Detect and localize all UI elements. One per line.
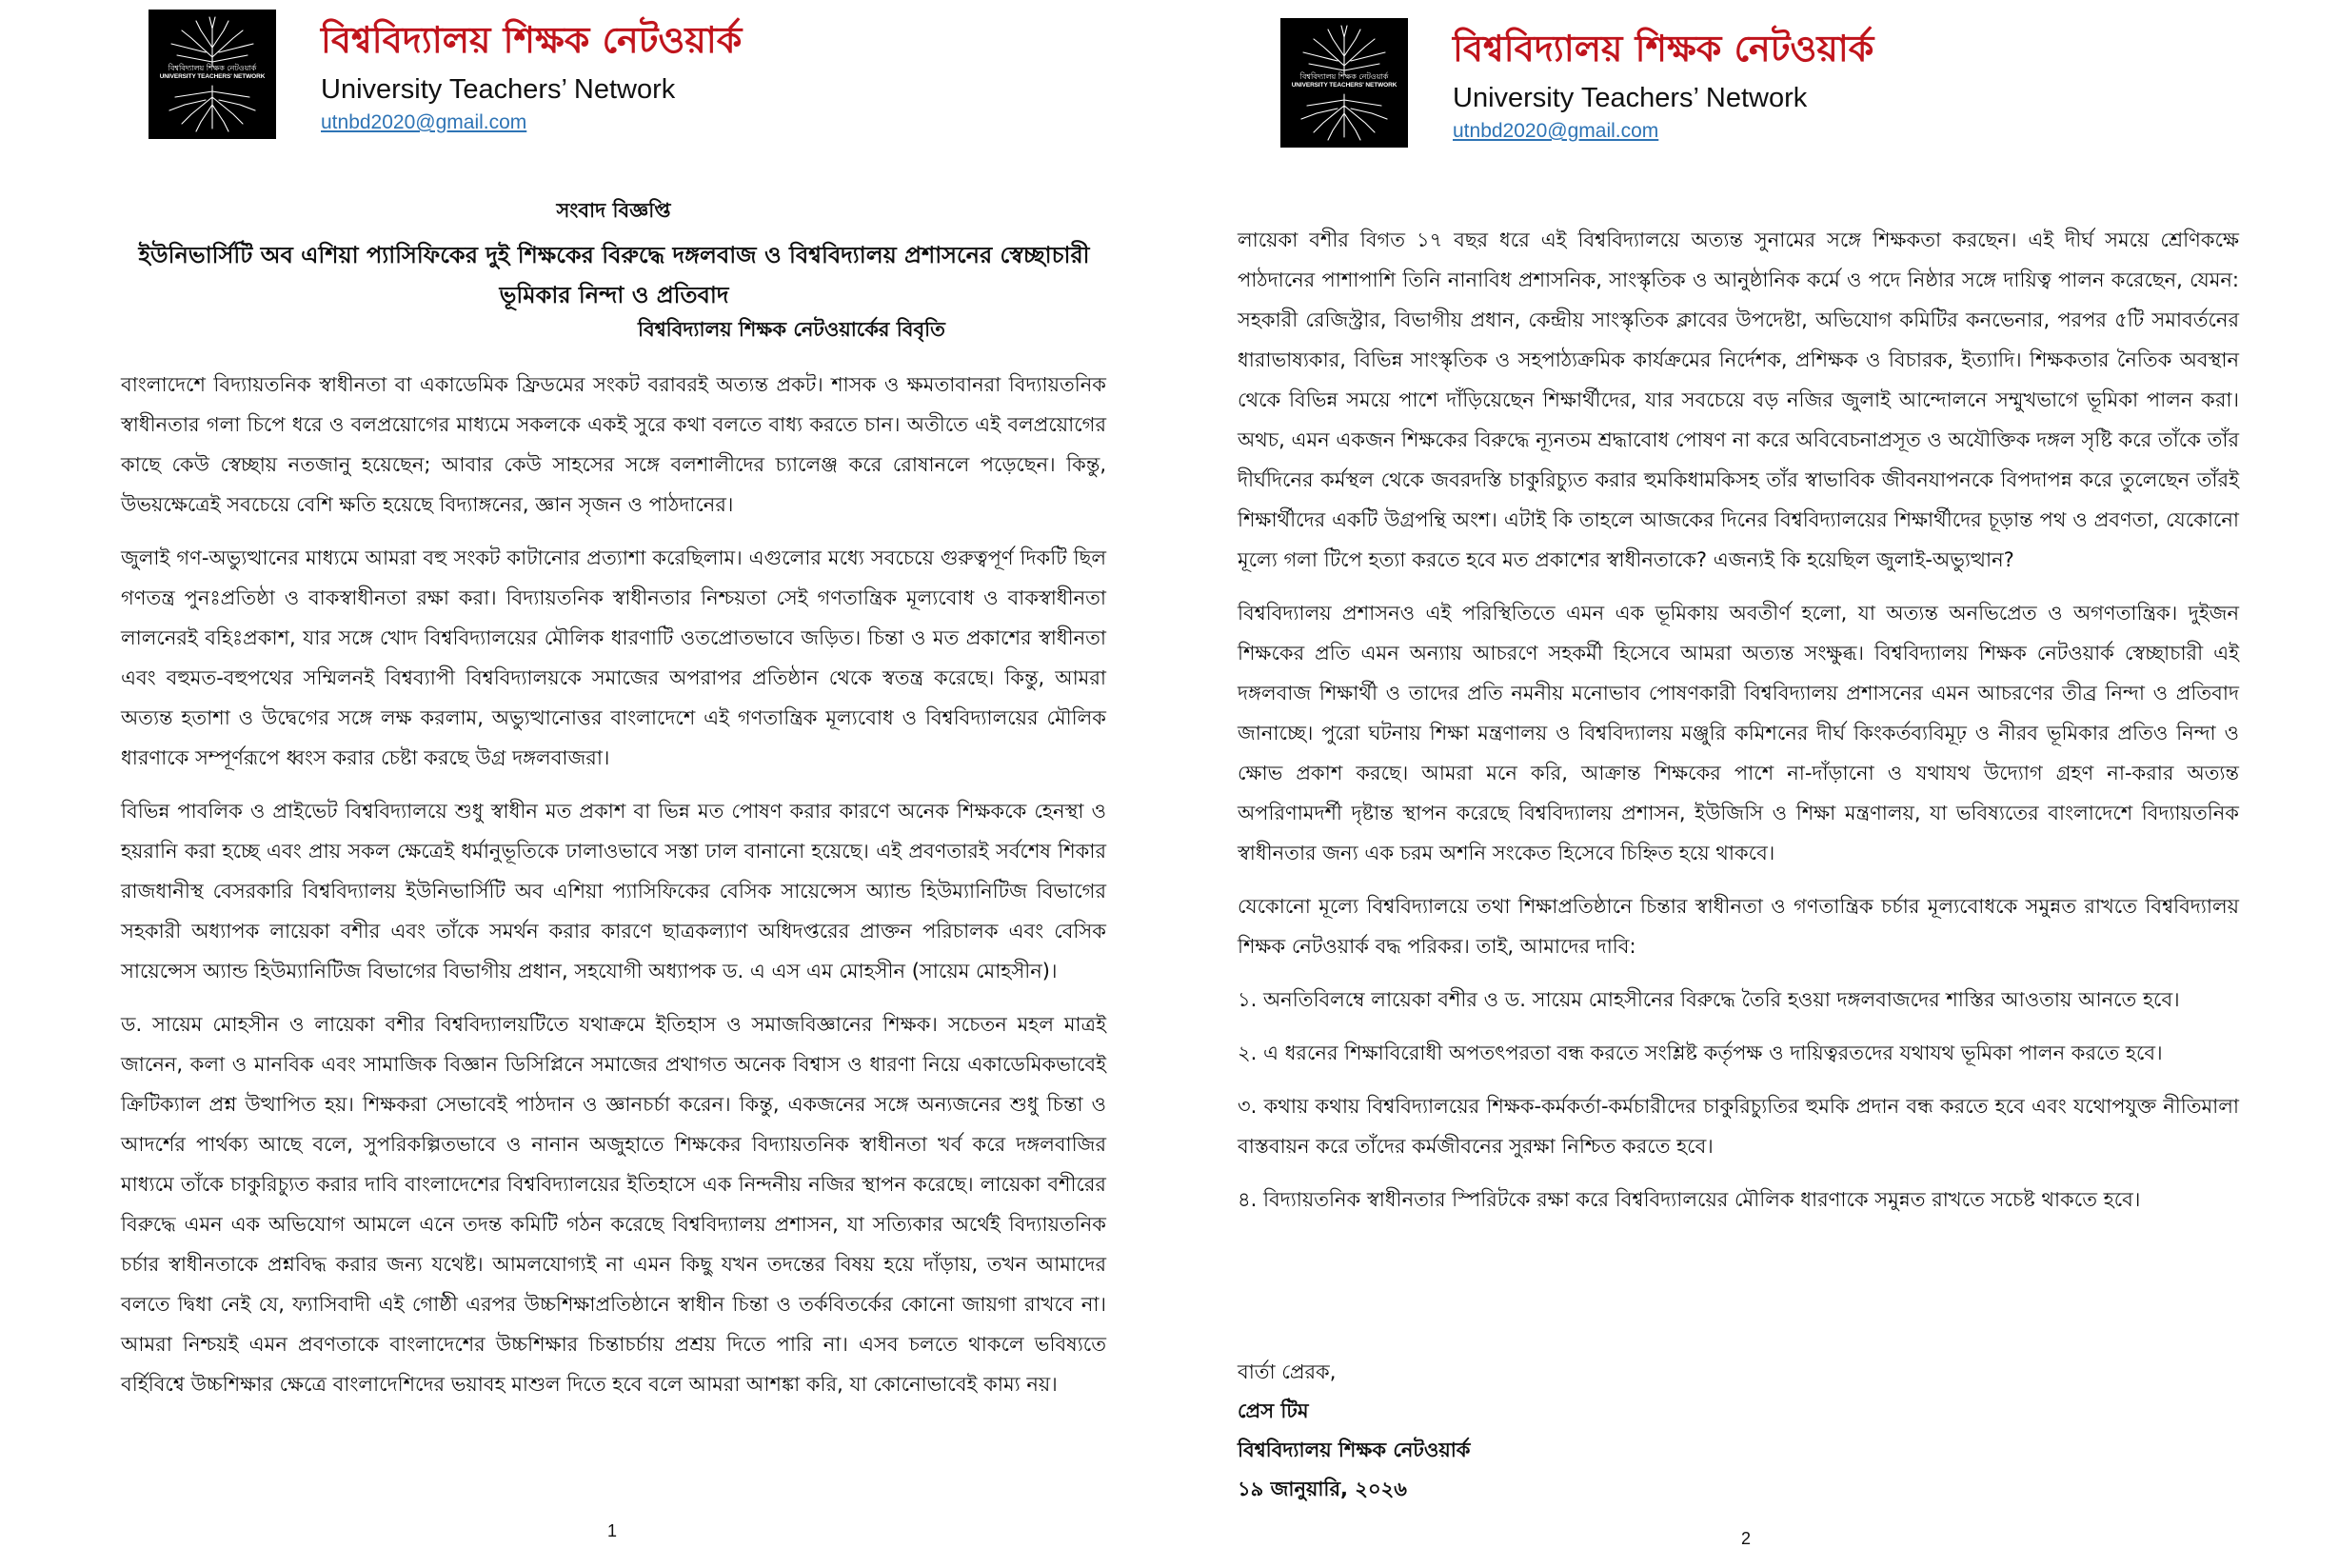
paragraph: বিশ্ববিদ্যালয় প্রশাসনও এই পরিস্থিতিতে এমন এক ভূমিকায় অবতীর্ণ হলো, যা অত্যন্ত অনভিপ্রেত ও অগণতান্ত্রিক। দুইজন শিক্ষকের প্রতি এমন অন্যায় আচরণে সহকর্মী হিসেবে আমরা অত্যন্ত সংক্ষুব্ধ। বিশ্ববিদ্যালয় শিক্ষক নেটওয়ার্ক স্বেচ্ছাচারী এই দঙ্গলবাজ শিক্ষার্থী ও তাদের প্রতি নমনীয় মনোভাব পোষণকারী বিশ্ববিদ্যালয় প্রশাসনের এমন আচরণের তীব্র নিন্দা ও প্রতিবাদ জানাচ্ছে। পুরো ঘটনায় শিক্ষা মন্ত্রণালয় ও বিশ্ববিদ্যালয় মঞ্জুরি কমিশনের দীর্ঘ কিংকর্তব্যবিমূঢ় ও নীরব ভূমিকার প্রতিও নিন্দা ও ক্ষোভ প্রকাশ করছে। আমরা মনে করি, আক্রান্ত শিক্ষকের পাশে না-দাঁড়ানো ও যথাযথ উদ্যোগ গ্রহণ না-করার অত্যন্ত অপরিণামদর্শী দৃষ্টান্ত স্থাপন করেছে বিশ্ববিদ্যালয় প্রশাসন, ইউজিসি ও শিক্ষা মন্ত্রণালয়, যা ভবিষ্যতের বাংলাদেশে বিদ্যায়তনিক স্বাধীনতার জন্য এক চরম অশনি সংকেত হিসেবে চিহ্নিত হয়ে থাকবে। [1238, 602, 2239, 864]
letterhead [1453, 26, 1873, 144]
headline: ইউনিভার্সিটি অব এশিয়া প্যাসিফিকের দুই শিক্ষকের বিরুদ্ধে দঙ্গলবাজ ও বিশ্ববিদ্যালয় প্রশাসনের স্বেচ্ছাচারী ভূমিকার নিন্দা ও প্রতিবাদ [138, 242, 1090, 308]
paragraph: লায়েকা বশীর বিগত ১৭ বছর ধরে এই বিশ্ববিদ্যালয়ে অত্যন্ত সুনামের সঙ্গে শিক্ষকতা করছেন। এই দীর্ঘ সময়ে শ্রেণিকক্ষে পাঠদানের পাশাপাশি তিনি নানাবিধ প্রশাসনিক, সাংস্কৃতিক ও আনুষ্ঠানিক কর্মে ও পদে নিষ্ঠার সঙ্গে দায়িত্ব পালন করেছেন, যেমন: সহকারী রেজিস্ট্রার, বিভাগীয় প্রধান, কেন্দ্রীয় সাংস্কৃতিক ক্লাবের উপদেষ্টা, অভিযোগ কমিটির কনভেনার, পরপর ৫টি সমাবর্তনের ধারাভাষ্যকার, বিভিন্ন সাংস্কৃতিক ও সহপাঠ্যক্রমিক কার্যক্রমের নির্দেশক, প্রশিক্ষক ও বিচারক, ইত্যাদি। শিক্ষকতার নৈতিক অবস্থান থেকে বিভিন্ন সময়ে পাশে দাঁড়িয়েছেন শিক্ষার্থীদের, যার সবচেয়ে বড় নজির জুলাই আন্দোলনে সম্মুখভাগে ভূমিকা পালন করা। অথচ, এমন একজন শিক্ষকের বিরুদ্ধে ন্যূনতম শ্রদ্ধাবোধ পোষণ না করে অবিবেচনাপ্রসূত ও অযৌক্তিক দঙ্গল সৃষ্টি করে তাঁকে তাঁর দীর্ঘদিনের কর্মস্থল থেকে জবরদস্তি চাকুরিচ্যুত করার হুমকিধামকিসহ তাঁর স্বাভাবিক জীবনযাপনকে বিপদাপন্ন করে তুলেছেন তাঁরই শিক্ষার্থীদের একটি উগ্রপন্থি অংশ। এটাই কি তাহলে আজকের দিনের বিশ্ববিদ্যালয়ের শিক্ষার্থীদের চূড়ান্ত পথ ও প্রবণতা, যেকোনো মূল্যে গলা টিপে হত্যা করতে হবে মত প্রকাশের স্বাধীনতাকে? এজন্যই কি হয়েছিল জুলাই-অভ্যুত্থান? [1238, 228, 2239, 571]
signoff-date: ১৯ জানুয়ারি, ২০২৬ [1238, 1478, 1407, 1500]
paragraph: বাংলাদেশে বিদ্যায়তনিক স্বাধীনতা বা একাডেমিক ফ্রিডমের সংকট বরাবরই অত্যন্ত প্রকট। শাসক ও ক্ষমতাবানরা বিদ্যায়তনিক স্বাধীনতার গলা চিপে ধরে ও বলপ্রয়োগের মাধ্যমে সকলকে একই সুরে কথা বলতে বাধ্য করতে চান। অতীতে এই বলপ্রয়োগের কাছে কেউ স্বেচ্ছায় নতজানু হয়েছেন; আবার কেউ সাহসের সঙ্গে বলশালীদের চ্যালেঞ্জ করে রোষানলে পড়েছেন। কিন্তু, উভয়ক্ষেত্রেই সবচেয়ে বেশি ক্ষতি হয়েছে বিদ্যাঙ্গনের, জ্ঞান সৃজন ও পাঠদানের। [121, 373, 1106, 516]
demand-item: ১. অনতিবিলম্বে লায়েকা বশীর ও ড. সায়েম মোহসীনের বিরুদ্ধে তৈরি হওয়া দঙ্গলবাজদের শাস্তির আওতায় আনতে হবে। [1238, 988, 2180, 1011]
logo-text-bn: বিশ্ববিদ্যালয় শিক্ষক নেটওয়ার্ক [1299, 72, 1389, 81]
org-name-en: University Teachers’ Network [1453, 83, 1808, 113]
signoff-block [1238, 1353, 1470, 1509]
page-2 [1169, 0, 2339, 1568]
letterhead [321, 17, 742, 135]
email-link[interactable]: utnbd2020@gmail.com [321, 111, 527, 133]
paragraph: ড. সায়েম মোহসীন ও লায়েকা বশীর বিশ্ববিদ্যালয়টিতে যথাক্রমে ইতিহাস ও সমাজবিজ্ঞানের শিক্ষক। সচেতন মহল মাত্রই জানেন, কলা ও মানবিক এবং সামাজিক বিজ্ঞান ডিসিপ্লিনে সমাজের প্রথাগত অনেক বিশ্বাস ও ধারণা নিয়ে একাডেমিকভাবেই ক্রিটিক্যাল প্রশ্ন উত্থাপিত হয়। শিক্ষকরা সেভাবেই পাঠদান ও জ্ঞানচর্চা করেন। কিন্তু, একজনের সঙ্গে অন্যজনের শুধু চিন্তা ও আদর্শের পার্থক্য আছে বলে, সুপরিকল্পিতভাবে ও নানান অজুহাতে শিক্ষকের বিদ্যায়তনিক স্বাধীনতা খর্ব করে দঙ্গলবাজির মাধ্যমে তাঁকে চাকুরিচ্যুত করার দাবি বাংলাদেশের বিশ্ববিদ্যালয়ের ইতিহাসে এক নিন্দনীয় নজির স্থাপন করেছে। লায়েকা বশীরের বিরুদ্ধে এমন এক অভিযোগ আমলে এনে তদন্ত কমিটি গঠন করেছে বিশ্ববিদ্যালয় প্রশাসন, যা সত্যিকার অর্থেই বিদ্যায়তনিক চর্চার স্বাধীনতাকে প্রশ্নবিদ্ধ করার জন্য যথেষ্ট। আমলযোগ্যই না এমন কিছু যখন তদন্তের বিষয় হয়ে দাঁড়ায়, তখন আমাদের বলতে দ্বিধা নেই যে, ফ্যাসিবাদী এই গোষ্ঠী এরপর উচ্চশিক্ষাপ্রতিষ্ঠানে স্বাধীন চিন্তা ও তর্কবিতর্কের কোনো জায়গা রাখবে না। আমরা নিশ্চয়ই এমন প্রবণতাকে বাংলাদেশের উচ্চশিক্ষার চিন্তাচর্চায় প্রশ্রয় দিতে পারি না। এসব চলতে থাকলে ভবিষ্যতে বর্হিবিশ্বে উচ্চশিক্ষার ক্ষেত্রে বাংলাদেশিদের ভয়াবহ মাশুল দিতে হবে বলে আমরা আশঙ্কা করি, যা কোনোভাবেই কাম্য নয়। [121, 1013, 1106, 1396]
logo-text-bn: বিশ্ববিদ্যালয় শিক্ষক নেটওয়ার্ক [168, 64, 257, 72]
logo-text-en: UNIVERSITY TEACHERS' NETWORK [1291, 82, 1397, 89]
signoff-team: প্রেস টিম [1238, 1399, 1309, 1422]
org-name-bn: বিশ্ববিদ্যালয় শিক্ষক নেটওয়ার্ক [321, 19, 743, 61]
organization-logo [149, 10, 276, 139]
organization-logo [1280, 18, 1408, 148]
demand-item: ২. এ ধরনের শিক্ষাবিরোধী অপতৎপরতা বন্ধ করতে সংশ্লিষ্ট কর্তৃপক্ষ ও দায়িত্বরতদের যথাযথ ভূমিকা পালন করতে হবে। [1238, 1042, 2163, 1064]
page-1-body [121, 365, 1106, 1418]
page-2-body [1238, 220, 2239, 1233]
signoff-label: বার্তা প্রেরক, [1238, 1360, 1337, 1383]
byline: বিশ্ববিদ্যালয় শিক্ষক নেটওয়ার্কের বিবৃতি [638, 318, 945, 341]
demand-item: ৩. কথায় কথায় বিশ্ববিদ্যালয়ের শিক্ষক-কর্মকর্তা-কর্মচারীদের চাকুরিচ্যুতির হুমকি প্রদান বন্ধ করতে হবে এবং যথোপযুক্ত নীতিমালা বাস্তবায়ন করে তাঁদের কর্মজীবনের সুরক্ষা নিশ্চিত করতে হবে। [1238, 1095, 2239, 1158]
paragraph: বিভিন্ন পাবলিক ও প্রাইভেট বিশ্ববিদ্যালয়ে শুধু স্বাধীন মত প্রকাশ বা ভিন্ন মত পোষণ করার কারণে অনেক শিক্ষককে হেনস্থা ও হয়রানি করা হচ্ছে এবং প্রায় সকল ক্ষেত্রেই ধর্মানুভূতিকে ঢালাওভাবে সস্তা ঢাল বানানো হয়েছে। এই প্রবণতারই সর্বশেষ শিকার রাজধানীস্থ বেসরকারি বিশ্ববিদ্যালয় ইউনিভার্সিটি অব এশিয়া প্যাসিফিকের বেসিক সায়েন্সেস অ্যান্ড হিউম্যানিটিজ বিভাগের সহকারী অধ্যাপক লায়েকা বশীর এবং তাঁকে সমর্থন করার কারণে ছাত্রকল্যাণ অধিদপ্তরের প্রাক্তন পরিচালক এবং বেসিক সায়েন্সেস অ্যান্ড হিউম্যানিটিজ বিভাগের বিভাগীয় প্রধান, সহযোগী অধ্যাপক ড. এ এস এম মোহসীন (সায়েম মোহসীন)। [121, 800, 1106, 982]
signoff-organization: বিশ্ববিদ্যালয় শিক্ষক নেটওয়ার্ক [1238, 1439, 1471, 1461]
org-name-bn: বিশ্ববিদ্যালয় শিক্ষক নেটওয়ার্ক [1453, 28, 1874, 69]
page-number: 1 [607, 1521, 618, 1540]
logo-text-en: UNIVERSITY TEACHERS' NETWORK [159, 73, 266, 80]
press-release-label: সংবাদ বিজ্ঞপ্তি [556, 199, 671, 222]
page-number: 2 [1741, 1529, 1752, 1548]
email-link[interactable]: utnbd2020@gmail.com [1453, 120, 1659, 142]
demand-item: ৪. বিদ্যায়তনিক স্বাধীনতার স্পিরিটকে রক্ষা করে বিশ্ববিদ্যালয়ের মৌলিক ধারণাকে সমুন্নত রাখতে সচেষ্ট থাকতে হবে। [1238, 1188, 2141, 1211]
paragraph: যেকোনো মূল্যে বিশ্ববিদ্যালয়ে তথা শিক্ষাপ্রতিষ্ঠানে চিন্তার স্বাধীনতা ও গণতান্ত্রিক চর্চার মূল্যবোধকে সমুন্নত রাখতে বিশ্ববিদ্যালয় শিক্ষক নেটওয়ার্ক বদ্ধ পরিকর। তাই, আমাদের দাবি: [1238, 895, 2239, 958]
paragraph: জুলাই গণ-অভ্যুত্থানের মাধ্যমে আমরা বহু সংকট কাটানোর প্রত্যাশা করেছিলাম। এগুলোর মধ্যে সবচেয়ে গুরুত্বপূর্ণ দিকটি ছিল গণতন্ত্র পুনঃপ্রতিষ্ঠা ও বাকস্বাধীনতা রক্ষা করা। বিদ্যায়তনিক স্বাধীনতার নিশ্চয়তা সেই গণতান্ত্রিক মূল্যবোধ ও বাকস্বাধীনতা লালনেরই বহিঃপ্রকাশ, যার সঙ্গে খোদ বিশ্ববিদ্যালয়ের মৌলিক ধারণাটি ওতপ্রোতভাবে জড়িত। চিন্তা ও মত প্রকাশের স্বাধীনতা এবং বহুমত-বহুপথের সম্মিলনই বিশ্বব্যাপী বিশ্ববিদ্যালয়কে সমাজের অপরাপর প্রতিষ্ঠান থেকে স্বতন্ত্র করেছে। কিন্তু, আমরা অত্যন্ত হতাশা ও উদ্বেগের সঙ্গে লক্ষ করলাম, অভ্যুত্থানোত্তর বাংলাদেশে এই গণতান্ত্রিক মূল্যবোধ ও বিশ্ববিদ্যালয়ের মৌলিক ধারণাকে সম্পূর্ণরূপে ধ্বংস করার চেষ্টা করছে উগ্র দঙ্গলবাজরা। [121, 546, 1106, 769]
org-name-en: University Teachers’ Network [321, 74, 676, 105]
page-1 [0, 0, 1169, 1568]
